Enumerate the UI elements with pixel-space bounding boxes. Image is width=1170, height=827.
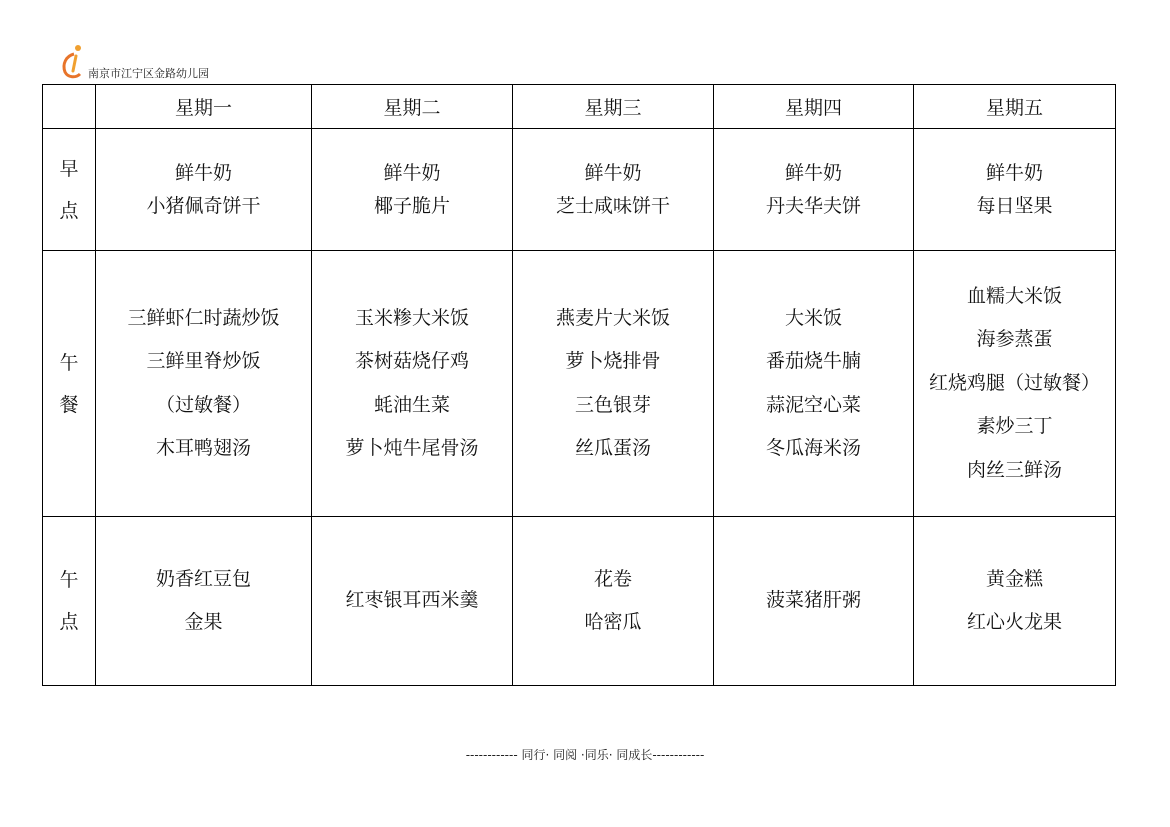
dish: 红烧鸡腿（过敏餐） — [928, 371, 1100, 394]
menu-cell — [714, 129, 914, 251]
row-label-char: 餐 — [59, 393, 79, 416]
dish: 番茄烧牛腩 — [765, 350, 861, 372]
weekly-menu-table — [42, 84, 1116, 686]
row-label-char: 点 — [59, 199, 79, 222]
dish: 小猪佩奇饼干 — [146, 194, 261, 217]
dish: 椰子脆片 — [373, 194, 450, 217]
page-header — [60, 44, 360, 80]
day-header-thursday: 星期四 — [714, 85, 914, 129]
menu-cell — [714, 517, 914, 686]
menu-cell — [914, 129, 1116, 251]
dish: 萝卜炖牛尾骨汤 — [345, 437, 479, 459]
dish: 大米饭 — [784, 306, 842, 329]
day-header-tuesday: 星期二 — [312, 85, 513, 129]
school-name: 南京市江宁区金路幼儿园 — [88, 67, 209, 80]
dish: 三鲜里脊炒饭 — [146, 350, 261, 372]
dish: 玉米糁大米饭 — [354, 306, 469, 329]
menu-cell — [312, 251, 513, 517]
row-label-char: 午 — [59, 569, 79, 591]
menu-cell — [312, 129, 513, 251]
dish: 蒜泥空心菜 — [765, 393, 861, 416]
menu-cell — [914, 517, 1116, 686]
dish: 每日坚果 — [976, 194, 1053, 217]
dish: 丹夫华夫饼 — [765, 194, 861, 217]
dish: 海参蒸蛋 — [976, 328, 1053, 351]
menu-cell — [513, 517, 714, 686]
row-label-char: 早 — [59, 157, 79, 180]
dish: 鲜牛奶 — [174, 161, 232, 184]
menu-cell — [96, 129, 312, 251]
dish: 哈密瓜 — [584, 611, 642, 633]
dish: 三鲜虾仁时蔬炒饭 — [127, 306, 280, 329]
header-row — [43, 85, 1116, 129]
dish: 鲜牛奶 — [383, 161, 441, 184]
day-header-monday: 星期一 — [96, 85, 312, 129]
dish: 燕麦片大米饭 — [555, 306, 670, 329]
dish: 蚝油生菜 — [373, 393, 450, 416]
menu-cell — [312, 517, 513, 686]
dish: 鲜牛奶 — [985, 161, 1043, 184]
dish: 鲜牛奶 — [784, 161, 842, 184]
dish: （过敏餐） — [155, 393, 251, 416]
corner-cell — [43, 85, 96, 129]
table-row-lunch — [43, 251, 1116, 517]
menu-cell — [513, 251, 714, 517]
row-label-breakfast — [43, 129, 96, 251]
page-footer: ------------ 同行· 同阅 ·同乐· 同成长------------ — [465, 748, 705, 762]
dish: 血糯大米饭 — [966, 284, 1062, 307]
dish: 鲜牛奶 — [584, 161, 642, 184]
dish: 芝士咸味饼干 — [555, 194, 670, 217]
dish: 丝瓜蛋汤 — [574, 437, 651, 459]
dish: 菠菜猪肝粥 — [765, 589, 861, 612]
dish: 奶香红豆包 — [155, 567, 251, 590]
dish: 木耳鸭翅汤 — [155, 437, 251, 459]
row-label-afternoon-snack — [43, 517, 96, 686]
menu-cell — [96, 251, 312, 517]
table-row-afternoon-snack — [43, 517, 1116, 686]
menu-cell — [714, 251, 914, 517]
dish: 三色银芽 — [574, 393, 651, 416]
row-label-char: 点 — [59, 611, 79, 633]
row-label-lunch — [43, 251, 96, 517]
day-header-wednesday: 星期三 — [513, 85, 714, 129]
dish: 花卷 — [593, 567, 632, 590]
dish: 黄金糕 — [985, 567, 1043, 590]
dish: 素炒三丁 — [976, 415, 1053, 438]
day-header-friday: 星期五 — [914, 85, 1116, 129]
menu-cell — [96, 517, 312, 686]
dish: 红心火龙果 — [966, 611, 1062, 633]
row-label-char: 午 — [59, 351, 79, 374]
school-logo-icon — [60, 44, 90, 80]
dish: 红枣银耳西米羹 — [345, 589, 479, 612]
dish: 金果 — [184, 611, 223, 633]
dish: 肉丝三鲜汤 — [966, 458, 1062, 481]
menu-cell — [914, 251, 1116, 517]
dish: 萝卜烧排骨 — [565, 350, 661, 372]
dish: 茶树菇烧仔鸡 — [354, 350, 469, 372]
menu-cell — [513, 129, 714, 251]
dish: 冬瓜海米汤 — [765, 437, 861, 459]
table-row-breakfast — [43, 129, 1116, 251]
